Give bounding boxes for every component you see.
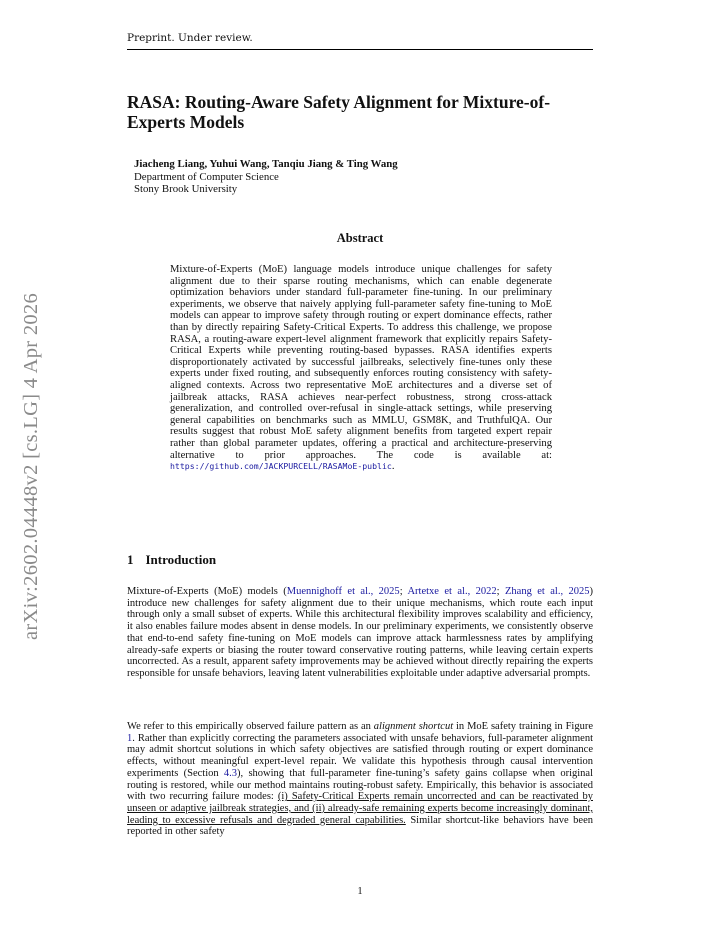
author-names: Jiacheng Liang, Yuhui Wang, Tanqiu Jiang & Ting Wang — [134, 158, 398, 170]
intro-paragraph-2 — [127, 721, 593, 838]
arxiv-stamp: arXiv:2602.04448v2 [cs.LG] 4 Apr 2026 — [20, 292, 42, 640]
citation-link[interactable]: Zhang et al., 2025 — [505, 586, 590, 597]
code-link[interactable]: https://github.com/JACKPURCELL/RASAMoE-public — [170, 461, 392, 472]
p1-text: ) introduce new challenges for safety alignment due to their unique mechanisms, which route each input through only a small subset of experts. While this architectural flexibility improves scalability and efficiency, it also enables failure modes absent in dense models. In our preliminary experiments, we consistently observe that end-to-end safety fine-tuning on MoE models can improve attack harmlessness rates by amplifying already-safe experts or biasing the router toward conservative routing patterns, while leaving certain experts uncorrected. As a result, apparent safety improvements may be achieved without directly repairing the experts responsible for unsafe behaviors, leaving latent vulnerabilities exploitable under adaptive adversarial prompts. — [127, 586, 594, 679]
abstract-heading: Abstract — [336, 231, 384, 245]
section-heading — [127, 552, 593, 568]
p1-sep: ; — [496, 586, 506, 597]
p2-text: We refer to this empirically observed failure pattern as an — [127, 721, 374, 732]
abstract-body — [170, 264, 552, 473]
abstract-end: . — [391, 461, 395, 473]
p2-text: in MoE safety training in Figure — [453, 721, 593, 732]
citation-link[interactable]: Artetxe et al., 2022 — [407, 586, 497, 597]
figure-ref-link[interactable]: 1 — [127, 732, 133, 744]
page-number: 1 — [357, 886, 363, 897]
emphasis-term: alignment shortcut — [373, 721, 454, 732]
section-title: Introduction — [145, 552, 217, 567]
p2-text: . Rather than explicitly correcting the parameters associated with unsafe behaviors, full-parameter alignment may admit shortcut solutions in which safety objectives are satisfied through routing or expert dominance effects, without meaningful expert-level repair. We validate this hypothesis through causal intervention experiments (Section — [127, 732, 593, 779]
abstract-text: Mixture-of-Experts (MoE) language models introduce unique challenges for safety alignment due to their sparse routing mechanisms, which can enable degenerate optimization behaviors under standard full-parameter fine-tuning. In our preliminary experiments, we observe that naively applying full-parameter safety fine-tuning to MoE models can appear to improve safety through routing or expert dominance effects, rather than by directly repairing Safety-Critical Experts. To address this challenge, we propose RASA, a routing-aware expert-level alignment framework that explicitly repairs Safety-Critical Experts while preventing routing-based bypasses. RASA identifies experts disproportionately activated by successful jailbreaks, selectively fine-tunes only these experts under fixed routing, and subsequently enforces routing consistency with safety-aligned contexts. Across two representative MoE architectures and a diverse set of jailbreak attacks, RASA achieves near-perfect robustness, strong cross-attack generalization, and controlled over-refusal in single-attack settings, while preserving general capabilities on benchmarks such as MMLU, GSM8K, and TruthfulQA. Our results suggest that robust MoE safety alignment benefits from targeted expert repair rather than global parameter updates, offering a practical and architecture-preserving alternative to prior approaches. The code is available at: — [170, 264, 552, 461]
author-block — [134, 158, 554, 196]
section-number: 1 — [127, 552, 134, 567]
underlined-failure-modes: (i) Safety-Critical Experts remain uncorrected and can be reactivated by unseen or adaptive jailbreak strategies, and (ii) already-safe remaining experts become increasingly dominant, leading to excessive refusals and degraded general capabilities. — [127, 791, 593, 826]
p1-text: Mixture-of-Experts (MoE) models ( — [127, 586, 287, 597]
section-ref-link[interactable]: 4.3 — [223, 767, 238, 779]
running-header: Preprint. Under review. — [127, 32, 593, 50]
p2-text: ), showing that full-parameter fine-tuning’s safety gains collapse when original routing is restored, while our method maintains routing-robust safety. Empirically, this behavior is associated with two recurring failure modes: — [127, 767, 593, 803]
p1-sep: ; — [399, 586, 408, 597]
citation-link[interactable]: Muennighoff et al., 2025 — [286, 586, 400, 597]
p2-text: Similar shortcut-like behaviors have been reported in other safety — [127, 814, 593, 838]
intro-paragraph-1 — [127, 586, 593, 680]
university: Stony Brook University — [134, 183, 238, 196]
department: Department of Computer Science — [134, 170, 279, 183]
paper-title: RASA: Routing-Aware Safety Alignment for Mixture-of-Experts Models — [127, 92, 551, 132]
